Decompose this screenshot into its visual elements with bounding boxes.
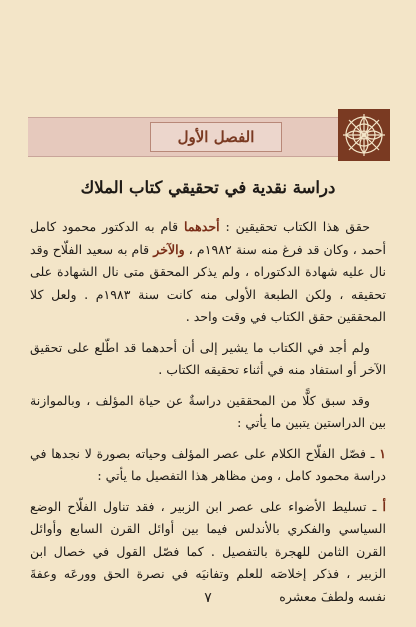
paragraph-1 xyxy=(30,216,386,329)
paragraph-3: وقد سبق كلًّا من المحققين دراسةٌ عن حياة المؤلف ، وبالموازنة بين الدراستين يتبين ما يأتي : xyxy=(30,392,386,430)
text-span: قام به الدكتور محمود كامل أحمد ، وكان قد فرغ منه سنة ١٩٨٢م ، xyxy=(30,219,386,257)
page-number: ٧ xyxy=(204,590,212,606)
text-span: قام به سعيد الفلّاح وقد نال عليه شهادة الدكتوراه ، ولم يذكر المحقق متى نال الشهادة على تحقيقه ، ولكن الطبعة الأولى منه كانت سنة ١٩٨٣م . ولعل كلا المحققين حقق الكتاب في وقت واحد . xyxy=(30,241,386,324)
body-text xyxy=(30,216,386,616)
text-span: ـ فصّل الفلّاح الكلام على عصر المؤلف وحياته بصورة لا نجدها في دراسة محمود كامل ، ومن مظاهر هذا التفصيل ما يأتي : xyxy=(30,445,386,483)
section-title: دراسة نقدية في تحقيقي كتاب الملاك xyxy=(80,178,336,197)
highlight-first: أحدهما xyxy=(183,219,220,234)
chapter-label: الفصل الأول xyxy=(150,122,282,152)
paragraph-4 xyxy=(30,443,386,488)
highlight-second: والآخر xyxy=(153,241,185,257)
floral-ornament-icon xyxy=(337,108,391,162)
paragraph-2: ولم أجد في الكتاب ما يشير إلى أن أحدهما قد اطّلع على تحقيق الآخر أو استفاد منه في أثناء تحقيقه الكتاب . xyxy=(30,339,386,377)
text-span: حقق هذا الكتاب تحقيقين : xyxy=(219,219,370,234)
item-number: ١ xyxy=(379,445,386,461)
text-span: ـ تسليط الأضواء على عصر ابن الزبير ، فقد تناول الفلّاح الوضع السياسي والفكري بالأندلس فيما بين أوائل القرن السابع وأوائل القرن الثامن للهجرة بالتفصيل . كما فصّل القول في خصال ابن الزبير ، فذكر إخلاصَه للعلم وتفانيَه في نصرة الحق وورعَه وعفةَ نفسه ولطفَ معشره xyxy=(30,498,386,604)
item-letter: أ xyxy=(382,498,386,514)
